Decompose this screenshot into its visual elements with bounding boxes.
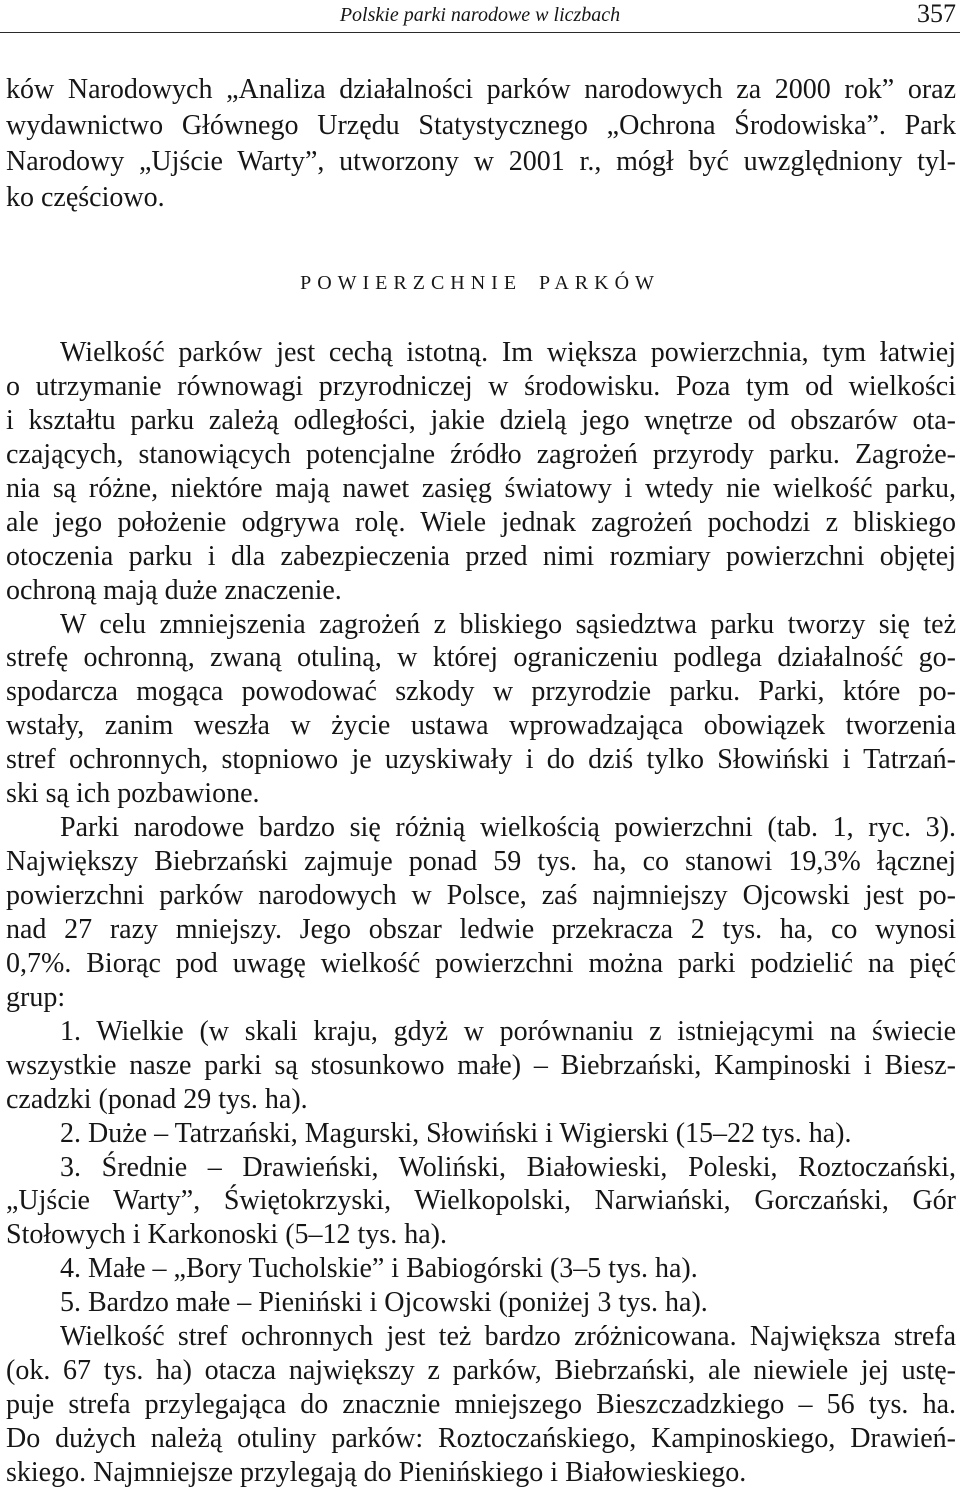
text-line: 2. Duże – Tatrzański, Magurski, Słowiński i Wigierski (15–22 tys. ha).	[60, 1117, 852, 1149]
paragraph	[6, 336, 956, 608]
text-line: Do dużych należą otuliny parków: Roztoczańskiego, Kampinoskiego, Drawień-	[6, 1423, 956, 1454]
text-line: Wielkość stref ochronnych jest też bardzo zróżnicowana. Największa strefa	[60, 1321, 956, 1353]
text-line: otoczenia parku i dla zabezpieczenia przed nimi rozmiary powierzchni objętej	[6, 540, 956, 572]
text-line: skiego. Najmniejsze przylegają do Pienińskiego i Białowieskiego.	[6, 1456, 747, 1488]
paragraph	[6, 811, 956, 1015]
list-item	[6, 1015, 956, 1117]
text-line: Parki narodowe bardzo się różnią wielkością powierzchni (tab. 1, ryc. 3).	[60, 812, 956, 844]
text-line: 4. Małe – „Bory Tucholskie” i Babiogórski (3–5 tys. ha).	[60, 1253, 698, 1285]
text-line: powierzchni parków narodowych w Polsce, zaś najmniejszy Ojcowski jest po-	[6, 880, 956, 911]
text-line: Narodowy „Ujście Warty”, utworzony w 2001 r., mógł być uwzględniony tyl-	[6, 146, 956, 177]
text-line: spodarcza mogąca powodować szkody w przyrodzie parku. Parki, które po-	[6, 676, 956, 708]
text-line: 1. Wielkie (w skali kraju, gdyż w porównaniu z istniejącymi na świecie	[60, 1015, 956, 1047]
text-line: ochroną mają duże znaczenie.	[6, 574, 342, 606]
list-item	[6, 1151, 956, 1253]
text-line: 0,7%. Biorąc pod uwagę wielkość powierzchni można parki podzielić na pięć	[6, 947, 956, 979]
paragraph	[6, 1320, 956, 1490]
paragraph	[6, 608, 956, 812]
text-line: i kształtu parku zależą odległości, jakie dzielą jego wnętrze od obszarów ota-	[6, 404, 956, 436]
text-line: W celu zmniejszenia zagrożeń z bliskiego sąsiedztwa parku tworzy się też	[60, 608, 956, 640]
text-line: Największy Biebrzański zajmuje ponad 59 tys. ha, co stanowi 19,3% łącznej	[6, 846, 956, 878]
text-line: czających, stanowiących potencjalne źródło zagrożeń przyrody parku. Zagroże-	[6, 438, 956, 470]
section-heading: POWIERZCHNIE PARKÓW	[300, 272, 660, 294]
text-line: 3. Średnie – Drawieński, Woliński, Białowieski, Poleski, Roztoczański,	[60, 1151, 956, 1183]
text-line: ale jego położenie odgrywa rolę. Wiele jednak zagrożeń pochodzi z bliskiego	[6, 506, 956, 538]
text-line: ski są ich pozbawione.	[6, 778, 260, 810]
text-line: (ok. 67 tys. ha) otacza największy z parków, Biebrzański, ale niewiele jej ustę-	[6, 1355, 956, 1387]
text-line: wstały, zanim weszła w życie ustawa wprowadzająca obowiązek tworzenia	[6, 710, 956, 742]
text-line: nia są różne, niektóre mają nawet zasięg światowy i wtedy nie wielkość parku,	[6, 472, 956, 504]
text-line: nad 27 razy mniejszy. Jego obszar ledwie przekracza 2 tys. ha, co wynosi	[6, 913, 956, 945]
section-body	[6, 336, 956, 1490]
text-line: ko częściowo.	[6, 182, 165, 213]
list-item	[6, 1252, 956, 1286]
text-line: grup:	[6, 981, 66, 1013]
paragraph	[6, 72, 956, 216]
running-title: Polskie parki narodowe w liczbach	[339, 4, 621, 26]
text-line: wszystkie nasze parki są stosunkowo małe) – Biebrzański, Kampinoski i Biesz-	[6, 1049, 956, 1081]
text-line: o utrzymanie równowagi przyrodniczej w środowisku. Poza tym od wielkości	[6, 370, 956, 402]
text-line: ków Narodowych „Analiza działalności parków narodowych za 2000 rok” oraz	[6, 74, 956, 105]
page-number: 357	[917, 0, 956, 28]
text-line: wydawnictwo Głównego Urzędu Statystycznego „Ochrona Środowiska”. Park	[6, 110, 956, 141]
text-line: strefę ochronną, zwaną otuliną, w której ograniczeniu podlega działalność go-	[6, 642, 956, 674]
text-line: czadzki (ponad 29 tys. ha).	[6, 1083, 308, 1115]
text-line: stref ochronnych, stopniowo je uzyskiwały i do dziś tylko Słowiński i Tatrzań-	[6, 744, 956, 776]
text-line: Wielkość parków jest cechą istotną. Im większa powierzchnia, tym łatwiej	[60, 337, 956, 368]
header-rule	[0, 32, 960, 33]
text-line: Stołowych i Karkonoski (5–12 tys. ha).	[6, 1219, 447, 1251]
text-line: puje strefa przylegająca do znacznie mniejszego Bieszczadzkiego – 56 tys. ha.	[6, 1389, 956, 1421]
text-line: „Ujście Warty”, Świętokrzyski, Wielkopolski, Narwiański, Gorczański, Gór	[6, 1185, 956, 1217]
list-item	[6, 1117, 956, 1151]
text-line: 5. Bardzo małe – Pieniński i Ojcowski (poniżej 3 tys. ha).	[60, 1287, 708, 1319]
list-item	[6, 1286, 956, 1320]
